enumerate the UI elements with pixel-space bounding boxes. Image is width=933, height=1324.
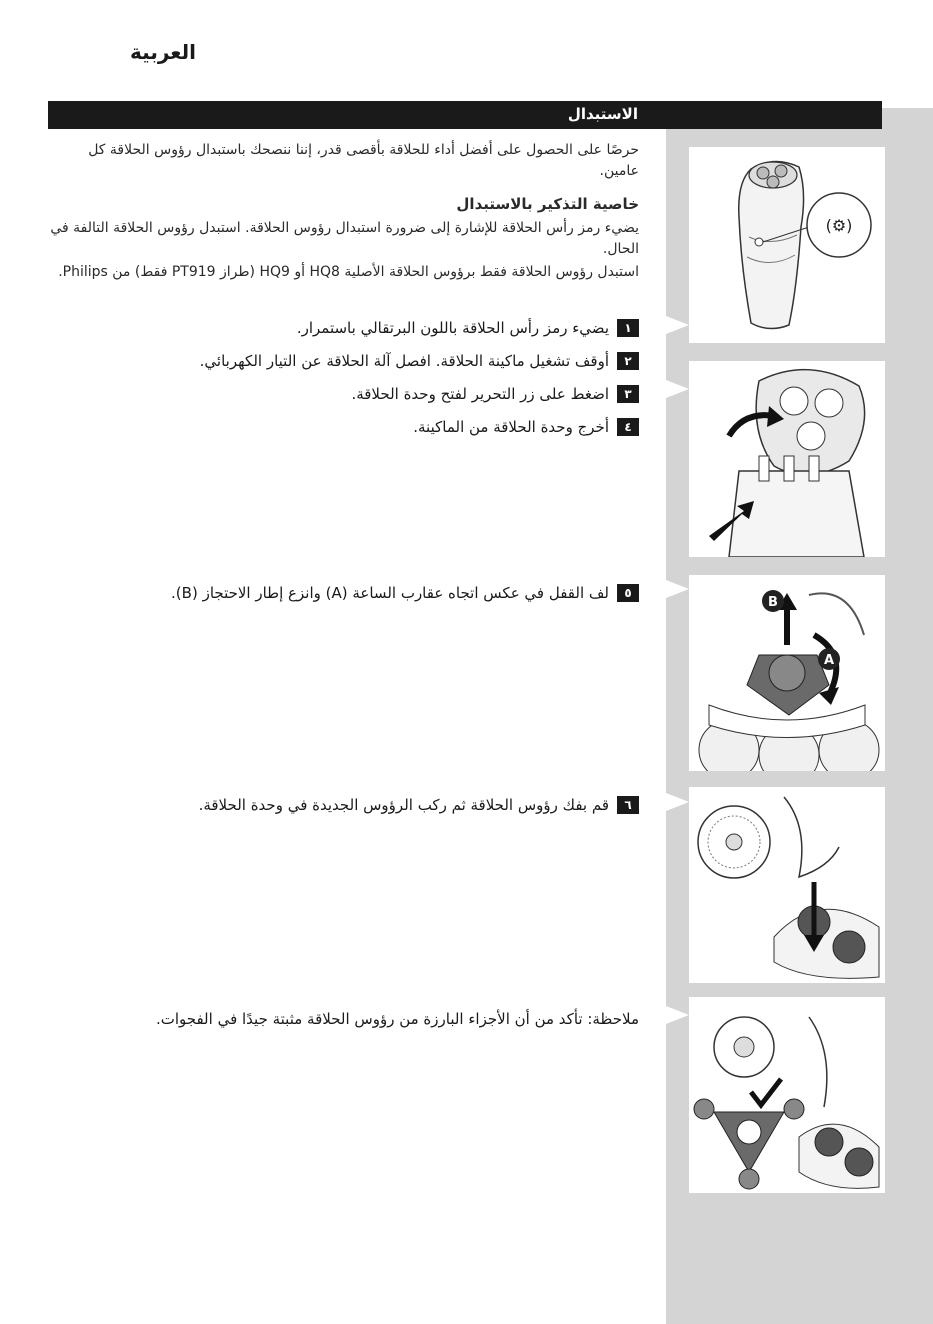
illustration-open-shaving-unit xyxy=(689,361,885,557)
section-header-bar xyxy=(48,101,882,129)
reminder-heading: خاصية التذكير بالاستبدال xyxy=(456,195,639,213)
panel-pointer xyxy=(666,380,689,398)
note-text: ملاحظة: تأكد من أن الأجزاء البارزة من رؤوس الحلاقة مثبتة جيدًا في الفجوات. xyxy=(155,1010,639,1028)
language-title: العربية xyxy=(130,40,196,64)
panel-pointer xyxy=(666,1006,689,1024)
step-text: يضيء رمز رأس الحلاقة باللون البرتقالي باستمرار. xyxy=(296,319,609,337)
step-6 xyxy=(199,794,639,816)
reminder-paragraph-2: استبدل رؤوس الحلاقة فقط برؤوس الحلاقة الأصلية HQ8 أو HQ9 (طراز PT919 فقط) من Philips. xyxy=(58,264,639,280)
step-number: ١ xyxy=(617,319,639,337)
step-3 xyxy=(351,383,639,405)
illustration-replace-heads xyxy=(689,787,885,983)
label-a: A xyxy=(823,653,835,668)
panel-pointer xyxy=(666,580,689,598)
step-number: ٣ xyxy=(617,385,639,403)
check-icon xyxy=(751,1079,781,1105)
illustration-note-check xyxy=(689,997,885,1193)
section-title: الاستبدال xyxy=(567,105,638,123)
step-text: قم بفك رؤوس الحلاقة ثم ركب الرؤوس الجديدة في وحدة الحلاقة. xyxy=(198,796,609,814)
step-2 xyxy=(200,350,639,372)
illustration-retaining-frame xyxy=(689,575,885,771)
step-text: لف القفل في عكس اتجاه عقارب الساعة (A) وانزع إطار الاحتجاز (B). xyxy=(171,584,609,602)
label-b: B xyxy=(768,595,778,610)
step-text: اضغط على زر التحرير لفتح وحدة الحلاقة. xyxy=(351,385,609,403)
step-4 xyxy=(413,416,639,438)
step-5 xyxy=(171,582,639,604)
reminder-paragraph-1: يضيء رمز رأس الحلاقة للإشارة إلى ضرورة استبدال رؤوس الحلاقة. استبدل رؤوس الحلاقة التالفة في الحال. xyxy=(50,220,639,257)
intro-paragraph: حرصًا على الحصول على أفضل أداء للحلاقة بأقصى قدر، إننا ننصحك باستبدال رؤوس الحلاقة كل عامين. xyxy=(88,142,639,179)
step-number: ٢ xyxy=(617,352,639,370)
step-1 xyxy=(297,317,639,339)
step-number: ٥ xyxy=(617,584,639,602)
panel-pointer xyxy=(666,316,689,334)
step-number: ٤ xyxy=(617,418,639,436)
svg-text:(⚙): (⚙) xyxy=(825,216,853,235)
panel-pointer xyxy=(666,793,689,811)
note xyxy=(156,1008,639,1030)
step-text: أوقف تشغيل ماكينة الحلاقة. افصل آلة الحلاقة عن التيار الكهربائي. xyxy=(199,352,609,370)
step-text: أخرج وحدة الحلاقة من الماكينة. xyxy=(413,418,609,436)
illustration-shaver-reminder xyxy=(689,147,885,343)
step-number: ٦ xyxy=(617,796,639,814)
